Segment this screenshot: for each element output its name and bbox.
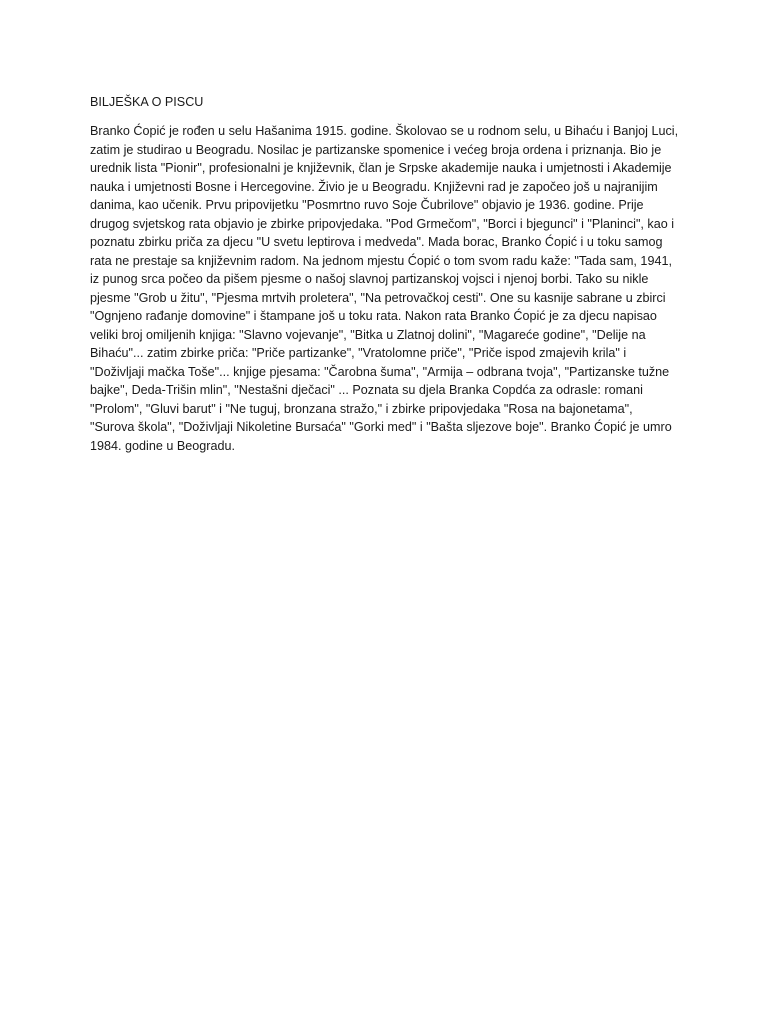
text-line: rata ne prestaje sa književnim radom. Na jednom mjestu Ćopić o tom svom radu kaže: "Tada sam, 1941, <box>90 253 672 268</box>
text-line: "Prolom", "Gluvi barut" i "Ne tuguj, bronzana stražo," i zbirke pripovjedaka "Rosa na bajonetama", <box>90 401 633 416</box>
text-line: Branko Ćopić je rođen u selu Hašanima 1915. godine. Školovao se u rodnom selu, u Bihaću i Banjoj Luci, <box>90 124 679 138</box>
text-line: urednik lista "Pionir", profesionalni je književnik, član je Srpske akademije nauka i umjetnosti i Akademije <box>90 161 672 175</box>
document-heading: BILJEŠKA O PISCU <box>90 95 204 109</box>
text-line: bajke", Deda-Trišin mlin", "Nestašni dječaci" ... Poznata su djela Branka Copdća za odrasle: romani <box>90 383 643 397</box>
text-line: pjesme "Grob u žitu", "Pjesma mrtvih proletera", "Na petrovačkoj cesti". One su kasnije sabrane u zbirci <box>90 290 666 305</box>
text-line: "Doživljaji mačka Toše"... knjige pjesama: "Čarobna šuma", "Armija – odbrana tvoja", "Partizanske tužne <box>90 364 670 379</box>
text-line: "Ognjeno rađanje domovine" i štampane još u toku rata. Nakon rata Branko Ćopić je za djecu napisao <box>90 309 657 323</box>
document-body <box>90 122 690 455</box>
text-line: nauka i umjetnosti Bosne i Hercegovine. Živio je u Beogradu. Književni rad je započeo još u najranijim <box>90 179 658 194</box>
text-line: danima, kao učenik. Prvu pripovijetku "Posmrtno ruvo Soje Čubrilove" objavio je 1936. godine. Prije <box>90 198 644 212</box>
text-line: veliki broj omiljenih knjiga: "Slavno vojevanje", "Bitka u Zlatnoj dolini", "Magareće godine", "Delije na <box>90 327 646 342</box>
text-line: Bihaću"... zatim zbirke priča: "Priče partizanke", "Vratolomne priče", "Priče ispod zmajevih krila" i <box>90 346 627 360</box>
text-line: zatim je studirao u Beogradu. Nosilac je partizanske spomenice i većeg broja ordena i priznanja. Bio je <box>90 142 662 157</box>
text-line: iz punog srca počeo da pišem pjesme o našoj slavnoj partizanskoj vojsci i njenoj borbi. Tako su nikle <box>90 272 649 286</box>
text-line: poznatu zbirku priča za djecu "U svetu leptirova i medveda". Mada borac, Branko Ćopić i u toku samog <box>90 235 663 249</box>
text-line: "Surova škola", "Doživljaji Nikoletine Bursaća" "Gorki med" i "Bašta sljezove boje". Branko Ćopić je umro <box>90 420 672 434</box>
text-line: 1984. godine u Beogradu. <box>90 438 235 453</box>
text-line: drugog svjetskog rata objavio je zbirke pripovjedaka. "Pod Grmečom", "Borci i bjegunci" i "Planinci", kao i <box>90 216 675 231</box>
